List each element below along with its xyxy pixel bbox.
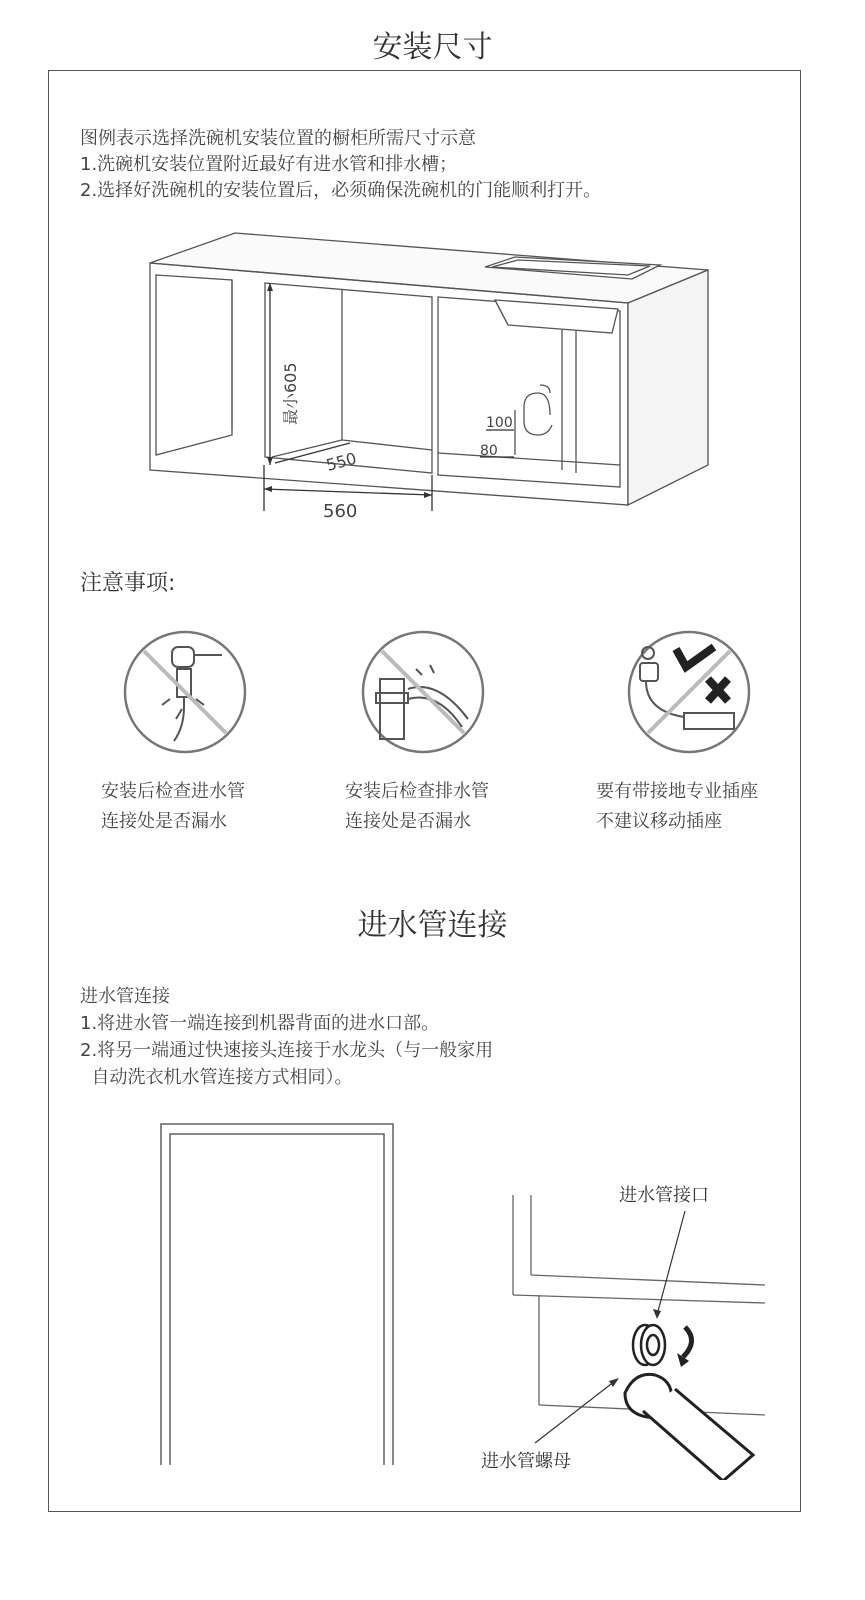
width-dimension-label: 560 [323,501,358,522]
inlet-connection-title: 进水管连接 [357,908,508,943]
power-strip-prohibited-icon [626,629,752,755]
notice-caption-line: 安装后检查排水管 [345,781,489,802]
dishwasher-back-diagram [75,1120,455,1465]
intro-line: 1.洗碗机安装位置附近最好有进水管和排水槽； [80,154,458,175]
notice-caption-3 [596,777,758,837]
connection-line: 进水管连接 [80,986,170,1007]
connection-line: 1.将进水管一端连接到机器背面的进水口部。 [80,1013,440,1034]
inlet-port-detail-label: 进水管接口 [619,1185,709,1206]
intro-line: 图例表示选择洗碗机安装位置的橱柜所需尺寸示意 [80,128,476,149]
notice-title: 注意事项: [80,571,176,596]
intro-line: 2.选择好洗碗机的安装位置后，必须确保洗碗机的门能顺利打开。 [80,180,602,201]
dimension-80-label: 80 [480,443,498,459]
drain-pipe-prohibited-icon [360,629,486,755]
install-dimensions-title: 安装尺寸 [372,30,493,65]
depth-dimension-label: 550 [324,448,359,475]
intro-text [80,126,601,204]
notice-caption-line: 不建议移动插座 [596,811,722,832]
notice-caption-1 [101,777,245,837]
inlet-nut-label: 进水管螺母 [481,1451,571,1472]
connection-line: 2.将另一端通过快速接头连接于水龙头（与一般家用 [80,1040,494,1061]
dimension-100-label: 100 [486,415,513,431]
connection-text [80,983,493,1091]
notice-caption-2 [345,777,489,837]
notice-caption-line: 连接处是否漏水 [345,811,471,832]
connection-line: 自动洗衣机水管连接方式相同）。 [80,1067,353,1088]
notice-caption-line: 连接处是否漏水 [101,811,227,832]
notice-caption-line: 安装后检查进水管 [101,781,245,802]
faucet-prohibited-icon [122,629,248,755]
height-dimension-label: 最小605 [281,362,300,425]
inlet-connection-detail-diagram [475,1175,765,1480]
cabinet-dimension-diagram [140,225,720,525]
notice-caption-line: 要有带接地专业插座 [596,781,758,802]
